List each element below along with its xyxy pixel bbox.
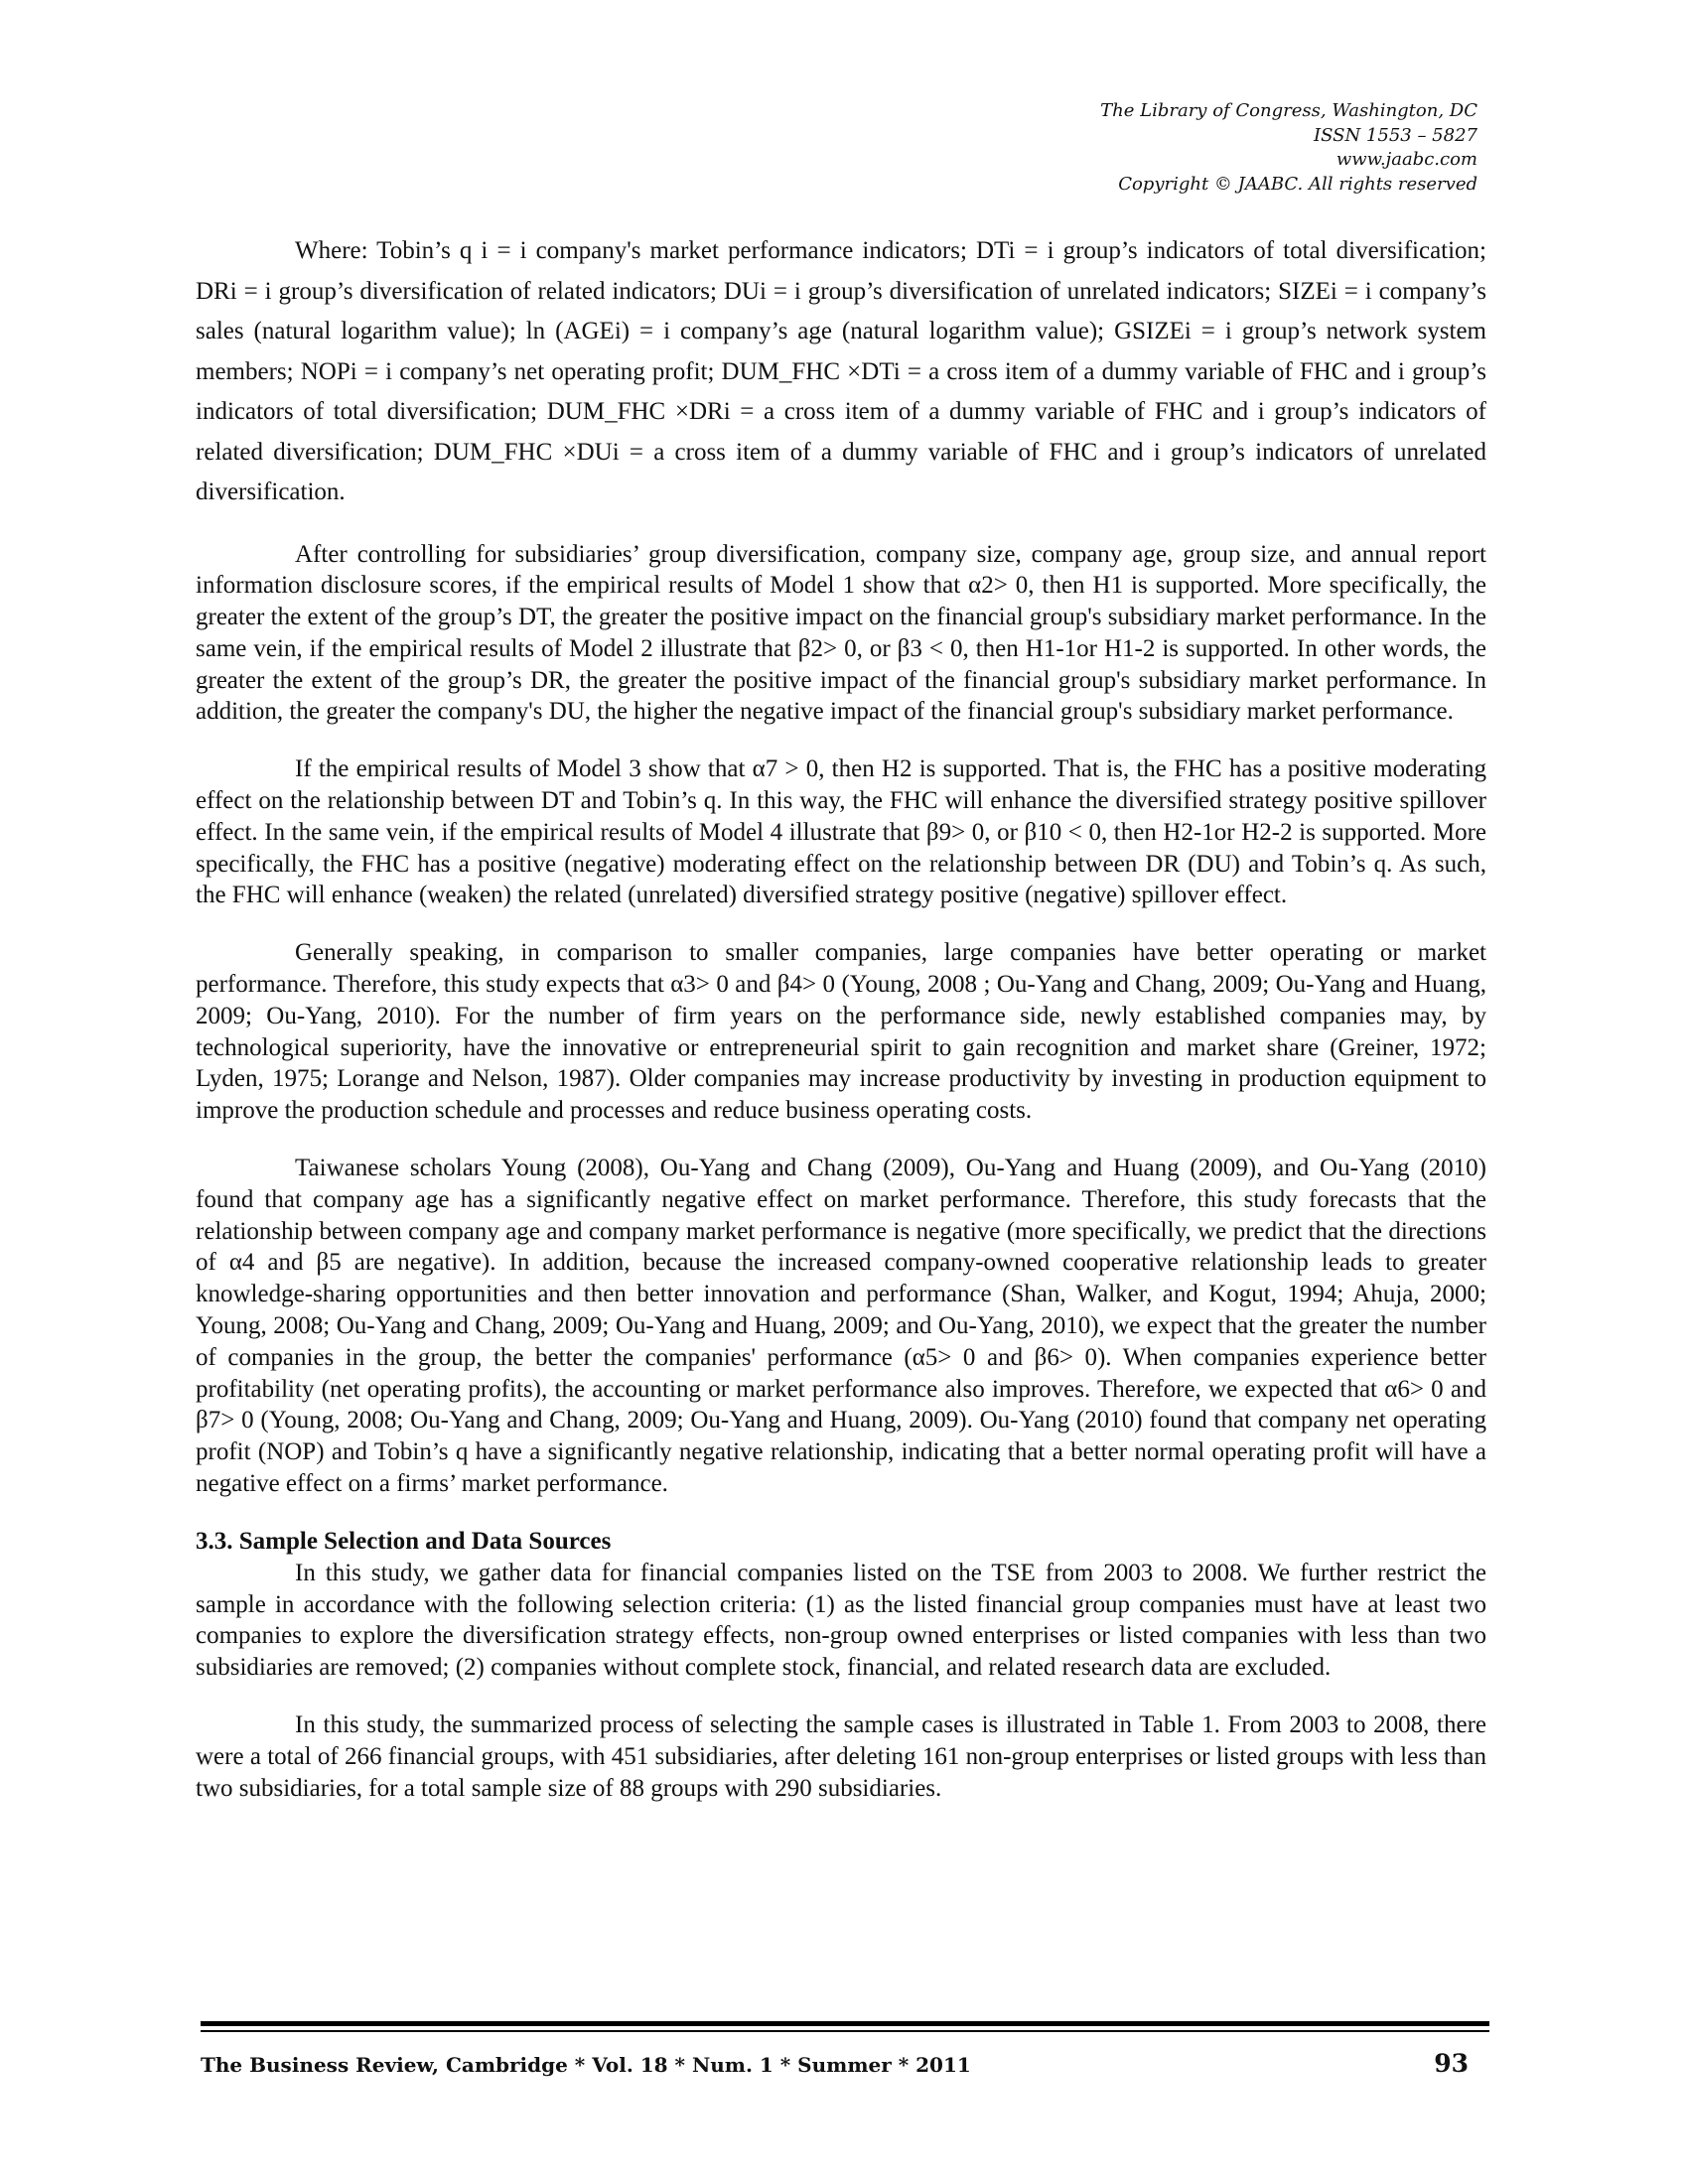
paragraph-company-size: Generally speaking, in comparison to smaller companies, large companies have better operating or market performance. Therefore, this study expects that α3> 0 and β4> 0 (Young, 2008 ; Ou-Yang and Chang, 2009; Ou-Yang and Huang, 2009; Ou-Yang, 2010). For the number of firm years on the performance side, newly established companies may, by technological superiority, have the innovative or entrepreneurial spirit to gain recognition and market share (Greiner, 1972; Lyden, 1975; Lorange and Nelson, 1987). Older companies may increase productivity by investing in production equipment to improve the production schedule and processes and reduce business operating costs. [196, 939, 1486, 1125]
header-line-library: The Library of Congress, Washington, DC [1100, 100, 1477, 121]
paragraph-variable-definitions: Where: Tobin’s q i = i company's market performance indicators; DTi = i group’s indicators of total diversification; DRi = i group’s diversification of related indicators; DUi = i group’s diversification of unrelated indicators; SIZEi = i company’s sales (natural logarithm value); ln (AGEi) = i company’s age (natural logarithm value); GSIZEi = i group’s network system members; NOPi = i company’s net operating profit; DUM_FHC ×DTi = a cross item of a dummy variable of FHC and i group’s indicators of total diversification; DUM_FHC ×DRi = a cross item of a dummy variable of FHC and i group’s indicators of related diversification; DUM_FHC ×DUi = a cross item of a dummy variable of FHC and i group’s indicators of unrelated diversification. [196, 237, 1486, 505]
footer-divider-thin [201, 2030, 1489, 2032]
footer-divider-thick [201, 2021, 1489, 2026]
paragraph-sample-summary: In this study, the summarized process of selecting the sample cases is illustrated in Table 1. From 2003 to 2008, there were a total of 266 financial groups, with 451 subsidiaries, after deleting 161 non-group enterprises or listed groups with less than two subsidiaries, for a total sample size of 88 groups with 290 subsidiaries. [196, 1711, 1486, 1802]
header-line-copyright: Copyright © JAABC. All rights reserved [1118, 173, 1477, 195]
paragraph-company-age: Taiwanese scholars Young (2008), Ou-Yang and Chang (2009), Ou-Yang and Huang (2009), and Ou-Yang (2010) found that company age has a significantly negative effect on market performance. Therefore, this study forecasts that the relationship between company age and company market performance is negative (more specifically, we predict that the directions of α4 and β5 are negative). In addition, because the increased company-owned cooperative relationship leads to greater knowledge-sharing opportunities and then better innovation and performance (Shan, Walker, and Kogut, 1994; Ahuja, 2000; Young, 2008; Ou-Yang and Chang, 2009; Ou-Yang and Huang, 2009; and Ou-Yang, 2010), we expect that the greater the number of companies in the group, the better the companies' performance (α5> 0 and β6> 0). When companies experience better profitability (net operating profits), the accounting or market performance also improves. Therefore, we expected that α6> 0 and β7> 0 (Young, 2008; Ou-Yang and Chang, 2009; Ou-Yang and Huang, 2009). Ou-Yang (2010) found that company net operating profit (NOP) and Tobin’s q have a significantly negative relationship, indicating that a better normal operating profit will have a negative effect on a firms’ market performance. [196, 1155, 1486, 1498]
page-number: 93 [1434, 2049, 1469, 2078]
header-line-website: www.jaabc.com [1336, 149, 1477, 170]
section-heading: 3.3. Sample Selection and Data Sources [196, 1527, 612, 1555]
paragraph-model-hypothesis-1: After controlling for subsidiaries’ group diversification, company size, company age, group size, and annual report information disclosure scores, if the empirical results of Model 1 show that α2> 0, then H1 is supported. More specifically, the greater the extent of the group’s DT, the greater the positive impact on the financial group's subsidiary market performance. In the same vein, if the empirical results of Model 2 illustrate that β2> 0, or β3 < 0, then H1-1or H1-2 is supported. In other words, the greater the extent of the group’s DR, the greater the positive impact of the financial group's subsidiary market performance. In addition, the greater the company's DU, the higher the negative impact of the financial group's subsidiary market performance. [196, 540, 1486, 726]
header-line-issn: ISSN 1553 – 5827 [1314, 124, 1477, 146]
article-body [196, 231, 1486, 1830]
paragraph-sample-criteria: In this study, we gather data for financial companies listed on the TSE from 2003 to 2008. We further restrict the sample in accordance with the following selection criteria: (1) as the listed financial group companies must have at least two companies to explore the diversification strategy effects, non-group owned enterprises or listed companies with less than two subsidiaries are removed; (2) companies without complete stock, financial, and related research data are excluded. [196, 1559, 1486, 1682]
journal-header [1100, 99, 1477, 197]
paragraph-model-hypothesis-2: If the empirical results of Model 3 show that α7 > 0, then H2 is supported. That is, the FHC has a positive moderating effect on the relationship between DT and Tobin’s q. In this way, the FHC will enhance the diversified strategy positive spillover effect. In the same vein, if the empirical results of Model 4 illustrate that β9> 0, or β10 < 0, then H2-1or H2-2 is supported. More specifically, the FHC has a positive (negative) moderating effect on the relationship between DR (DU) and Tobin’s q. As such, the FHC will enhance (weaken) the related (unrelated) diversified strategy positive (negative) spillover effect. [196, 755, 1486, 909]
footer-journal-info: The Business Review, Cambridge * Vol. 18 * Num. 1 * Summer * 2011 [201, 2053, 971, 2077]
